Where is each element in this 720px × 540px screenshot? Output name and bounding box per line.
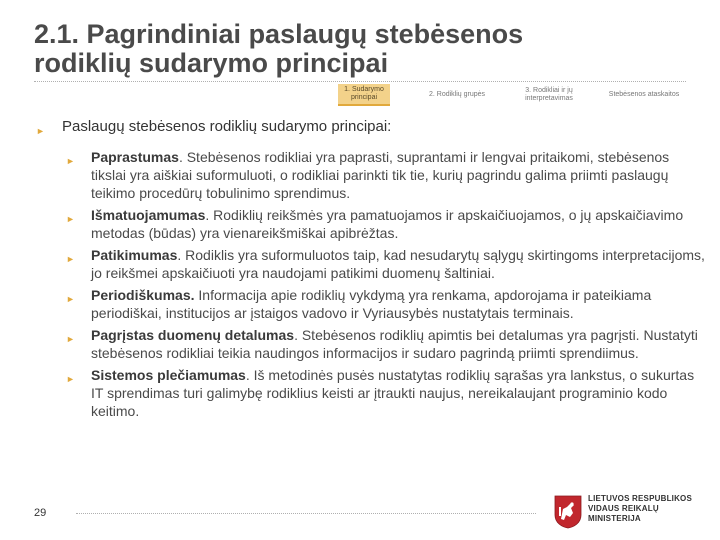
title-divider: [34, 81, 686, 82]
logo-line1: LIETUVOS RESPUBLIKOS: [588, 494, 693, 503]
principle-data-detail: [66, 326, 708, 362]
bullet-arrow-icon: ►: [36, 126, 45, 136]
slide-title-line1: 2.1. Pagrindiniai paslaugų stebėsenos: [34, 19, 524, 49]
principle-periodicity: [66, 286, 708, 322]
bullet-arrow-icon: ►: [66, 294, 75, 304]
coat-of-arms-icon: [554, 495, 582, 529]
principle-text: Informacija apie rodiklių vykdymą yra renkama, apdorojama ir pateikiama periodiškai, institucijos ar įstaigos vadovo ir Vyriausybės nustatytais terminais.: [91, 287, 652, 321]
nav-item-monitoring-reports[interactable]: Stebėsenos ataskaitos: [608, 91, 680, 98]
bullet-arrow-icon: ►: [66, 254, 75, 264]
footer-divider: [76, 513, 536, 514]
nav-item-indicator-groups[interactable]: 2. Rodiklių grupės: [428, 91, 486, 98]
main-bullet-text: Paslaugų stebėsenos rodiklių sudarymo principai:: [62, 118, 392, 135]
principle-text: Stebėsenos rodikliai yra paprasti, suprantami ir lengvai pritaikomi, stebėsenos tikslai yra aiškiai suformuluoti, o rodikliai parinkti tik tie, kurių pagrindu galima priimti paslaugų teikimo procedūrų tobulinimo sprendimus.: [91, 149, 670, 201]
principle-term: Paprastumas: [91, 149, 179, 165]
principle-term: Sistemos plečiamumas: [91, 367, 246, 383]
logo-line2: VIDAUS REIKALŲ: [588, 504, 659, 513]
principle-separator: .: [245, 367, 254, 383]
ministry-logo: [554, 493, 704, 533]
slide-title-line2: rodiklių sudarymo principai: [34, 48, 389, 78]
principle-text: Rodiklis yra suformuluotos taip, kad nesudarytų sąlygų skirtingoms interpretacijoms, jo reikšmei apskaičiuoti yra naudojami patikimi duomenų šaltiniai.: [91, 247, 705, 281]
principle-separator: .: [205, 207, 214, 223]
principle-text: Iš metodinės pusės nustatytas rodiklių sąrašas yra lankstus, o sukurtas IT sprendimas turi galimybę rodiklius keisti ar įtraukti naujus, nereikalaujant programinio kodo keitimo.: [91, 367, 695, 419]
bullet-arrow-icon: ►: [66, 156, 75, 166]
principle-separator: .: [178, 149, 187, 165]
principle-separator: .: [177, 247, 186, 263]
nav-item-indicators-interpretation[interactable]: 3. Rodikliai ir jų interpretavimas: [525, 87, 573, 102]
principle-separator: .: [294, 327, 302, 343]
principles-list: [66, 148, 708, 420]
principle-term: Pagrįstas duomenų detalumas: [91, 327, 295, 343]
principle-simplicity: [66, 148, 708, 202]
principle-measurability: [66, 206, 708, 242]
bullet-arrow-icon: ►: [66, 214, 75, 224]
bullet-arrow-icon: ►: [66, 334, 75, 344]
main-bullet: [36, 118, 708, 136]
principle-term: Patikimumas: [91, 247, 178, 263]
logo-line3: MINISTERIJA: [588, 514, 641, 523]
slide-content: [36, 118, 708, 424]
page-number: 29: [34, 507, 47, 519]
bullet-arrow-icon: ►: [66, 374, 75, 384]
logo-text: [588, 494, 692, 524]
principle-term: Išmatuojamumas: [91, 207, 206, 223]
nav-item-principles[interactable]: 1. Sudarymo principai: [338, 84, 390, 106]
principle-reliability: [66, 246, 708, 282]
principle-term: Periodiškumas.: [91, 287, 195, 303]
slide-title: [34, 20, 634, 78]
principle-text: Rodiklių reikšmės yra pamatuojamos ir apskaičiuojamos, o jų apskaičiavimo metodas (būdas) yra vienareikšmiškai apibrėžtas.: [91, 207, 684, 241]
principle-text: Stebėsenos rodiklių apimtis bei detalumas yra pagrįsti. Nustatyti stebėsenos rodikliai teikia naudingos informacijos ir sudaro pagrindą priimti sprendiimus.: [91, 327, 698, 361]
principle-extensibility: [66, 366, 708, 420]
